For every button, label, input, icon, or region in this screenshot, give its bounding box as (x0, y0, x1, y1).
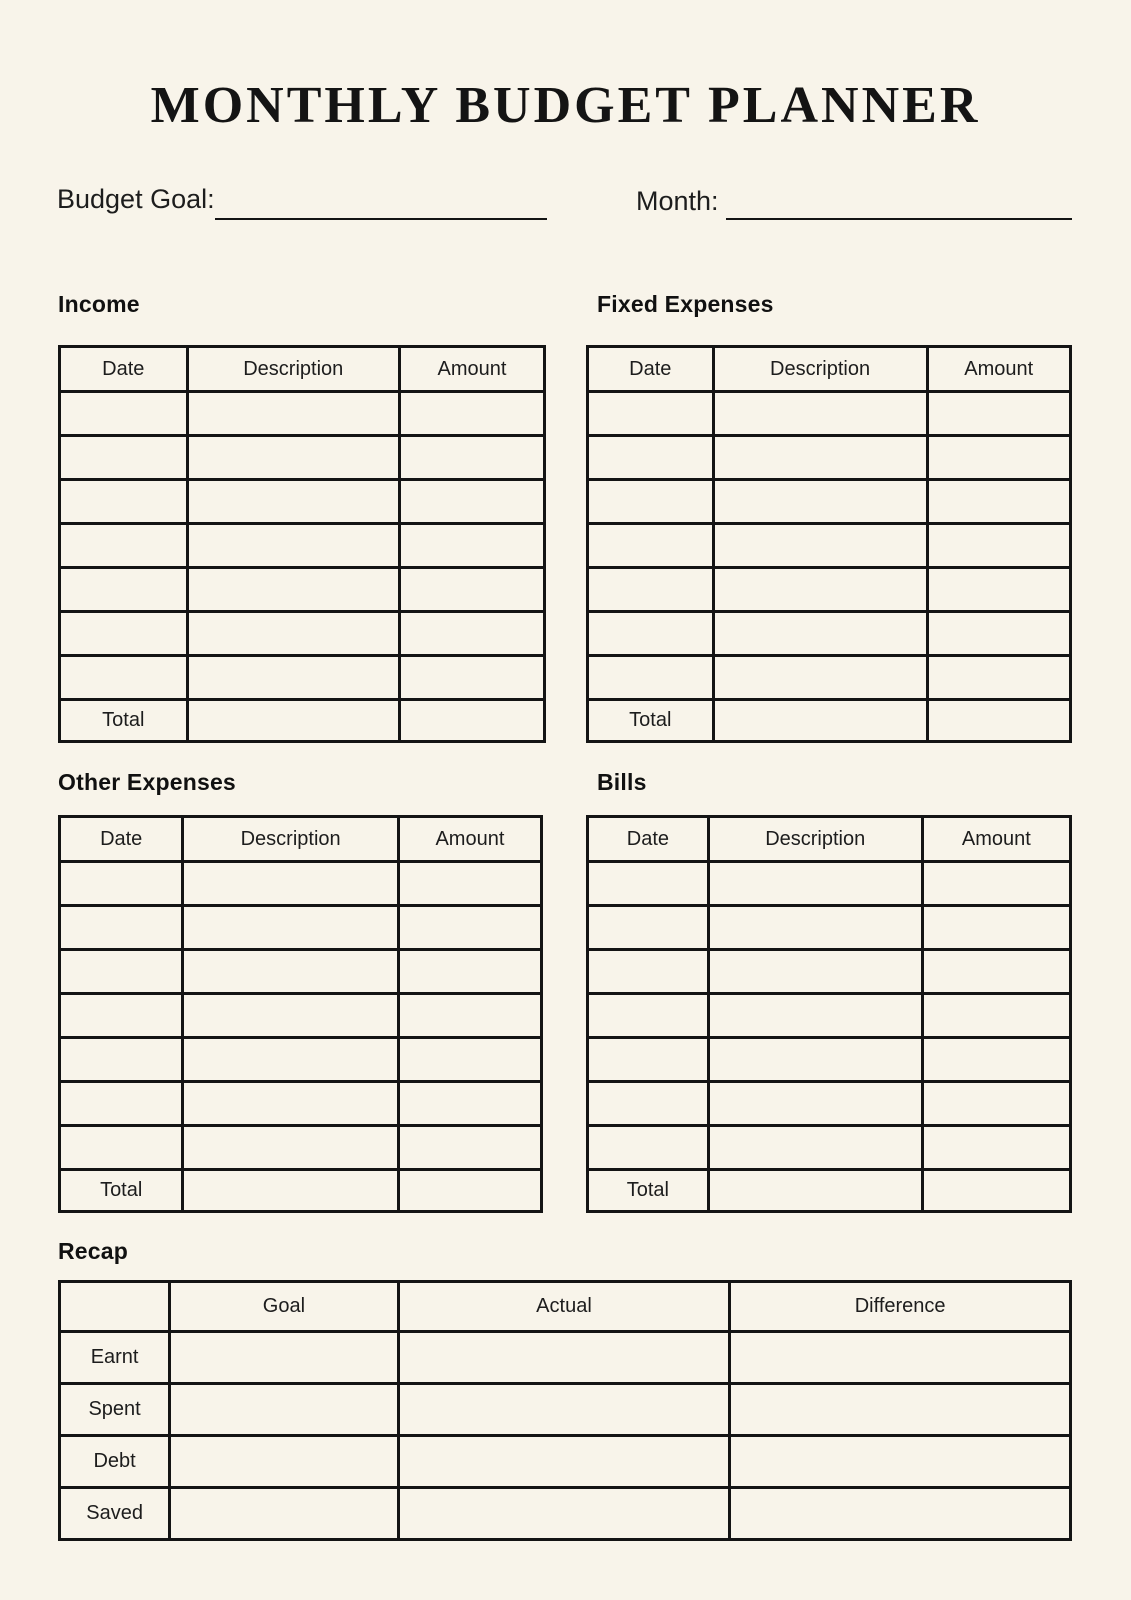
other-expenses-blank-row (60, 1082, 542, 1126)
income-col-date: Date (60, 347, 188, 392)
description-cell[interactable] (708, 1082, 922, 1126)
month-input-line[interactable] (726, 218, 1072, 220)
description-cell[interactable] (708, 1126, 922, 1170)
other-expenses-blank-row (60, 862, 542, 906)
amount-cell[interactable] (398, 1082, 541, 1126)
recap-col-blank (60, 1282, 170, 1332)
recap-label-spent: Spent (60, 1384, 170, 1436)
fixed-expenses-total-label: Total (588, 700, 714, 742)
recap-col-actual: Actual (398, 1282, 730, 1332)
income-heading: Income (58, 291, 140, 317)
other-expenses-total-amount-cell[interactable] (398, 1170, 541, 1212)
date-cell[interactable] (60, 568, 188, 612)
date-cell[interactable] (60, 862, 183, 906)
date-cell[interactable] (588, 392, 714, 436)
amount-cell[interactable] (927, 568, 1070, 612)
recap-table (58, 1280, 1072, 1541)
description-cell[interactable] (713, 480, 927, 524)
description-cell[interactable] (187, 656, 399, 700)
description-cell[interactable] (183, 1082, 398, 1126)
amount-cell[interactable] (927, 612, 1070, 656)
amount-cell[interactable] (927, 524, 1070, 568)
recap-row-debt (60, 1436, 1071, 1488)
date-cell[interactable] (60, 1126, 183, 1170)
bills-table (586, 815, 1072, 1213)
income-col-description: Description (187, 347, 399, 392)
bills-blank-row (588, 862, 1071, 906)
actual-cell[interactable] (398, 1436, 730, 1488)
recap-row-earnt (60, 1332, 1071, 1384)
amount-cell[interactable] (398, 906, 541, 950)
other-expenses-blank-row (60, 906, 542, 950)
other-expenses-blank-row (60, 994, 542, 1038)
date-cell[interactable] (588, 862, 709, 906)
recap-heading: Recap (58, 1238, 129, 1264)
actual-cell[interactable] (398, 1488, 730, 1540)
amount-cell[interactable] (399, 524, 544, 568)
date-cell[interactable] (60, 950, 183, 994)
amount-cell[interactable] (399, 436, 544, 480)
description-cell[interactable] (187, 436, 399, 480)
recap-col-difference: Difference (730, 1282, 1071, 1332)
month-label: Month: (636, 186, 719, 216)
income-total-row (60, 700, 545, 742)
date-cell[interactable] (588, 994, 709, 1038)
amount-cell[interactable] (399, 392, 544, 436)
recap-label-earnt: Earnt (60, 1332, 170, 1384)
description-cell[interactable] (708, 906, 922, 950)
amount-cell[interactable] (922, 1038, 1070, 1082)
description-cell[interactable] (187, 392, 399, 436)
difference-cell[interactable] (730, 1488, 1071, 1540)
description-cell[interactable] (713, 612, 927, 656)
fixed-expenses-blank-row (588, 568, 1071, 612)
description-cell[interactable] (713, 656, 927, 700)
income-col-amount: Amount (399, 347, 544, 392)
other-expenses-blank-row (60, 1038, 542, 1082)
goal-cell[interactable] (170, 1384, 398, 1436)
other-expenses-table (58, 815, 543, 1213)
bills-blank-row (588, 950, 1071, 994)
bills-blank-row (588, 994, 1071, 1038)
income-blank-row (60, 524, 545, 568)
fixed-expenses-total-amount-cell[interactable] (927, 700, 1070, 742)
description-cell[interactable] (183, 906, 398, 950)
description-cell[interactable] (713, 392, 927, 436)
goal-cell[interactable] (170, 1332, 398, 1384)
fixed-expenses-header-row (588, 347, 1071, 392)
description-cell[interactable] (183, 862, 398, 906)
date-cell[interactable] (588, 568, 714, 612)
description-cell[interactable] (708, 950, 922, 994)
income-table (58, 345, 546, 743)
other-expenses-total-label: Total (60, 1170, 183, 1212)
date-cell[interactable] (588, 656, 714, 700)
fixed-expenses-table (586, 345, 1072, 743)
fixed-expenses-total-row (588, 700, 1071, 742)
amount-cell[interactable] (922, 1082, 1070, 1126)
bills-header-row (588, 817, 1071, 862)
date-cell[interactable] (588, 906, 709, 950)
bills-section (586, 769, 1072, 1213)
description-cell[interactable] (713, 568, 927, 612)
goal-cell[interactable] (170, 1488, 398, 1540)
date-cell[interactable] (60, 994, 183, 1038)
other-expenses-col-description: Description (183, 817, 398, 862)
date-cell[interactable] (588, 436, 714, 480)
fixed-expenses-blank-row (588, 524, 1071, 568)
bills-total-row (588, 1170, 1071, 1212)
recap-label-debt: Debt (60, 1436, 170, 1488)
description-cell[interactable] (708, 994, 922, 1038)
actual-cell[interactable] (398, 1332, 730, 1384)
amount-cell[interactable] (922, 994, 1070, 1038)
date-cell[interactable] (588, 612, 714, 656)
other-expenses-blank-row (60, 950, 542, 994)
income-blank-row (60, 392, 545, 436)
bills-col-date: Date (588, 817, 709, 862)
income-blank-row (60, 612, 545, 656)
fixed-expenses-blank-row (588, 392, 1071, 436)
amount-cell[interactable] (922, 862, 1070, 906)
fixed-expenses-col-description: Description (713, 347, 927, 392)
other-expenses-section (58, 769, 543, 1213)
amount-cell[interactable] (927, 480, 1070, 524)
date-cell[interactable] (60, 1038, 183, 1082)
amount-cell[interactable] (927, 656, 1070, 700)
recap-row-spent (60, 1384, 1071, 1436)
other-expenses-blank-row (60, 1126, 542, 1170)
amount-cell[interactable] (922, 950, 1070, 994)
bills-blank-row (588, 1126, 1071, 1170)
income-total-amount-cell[interactable] (399, 700, 544, 742)
date-cell[interactable] (60, 656, 188, 700)
bills-col-amount: Amount (922, 817, 1070, 862)
income-blank-row (60, 568, 545, 612)
actual-cell[interactable] (398, 1384, 730, 1436)
amount-cell[interactable] (922, 906, 1070, 950)
date-cell[interactable] (60, 480, 188, 524)
description-cell[interactable] (187, 568, 399, 612)
date-cell[interactable] (588, 524, 714, 568)
amount-cell[interactable] (398, 1038, 541, 1082)
bills-heading: Bills (597, 769, 647, 795)
bills-total-description-cell[interactable] (708, 1170, 922, 1212)
bills-blank-row (588, 906, 1071, 950)
description-cell[interactable] (708, 862, 922, 906)
bills-total-amount-cell[interactable] (922, 1170, 1070, 1212)
amount-cell[interactable] (927, 436, 1070, 480)
goal-cell[interactable] (170, 1436, 398, 1488)
date-cell[interactable] (60, 524, 188, 568)
date-cell[interactable] (60, 436, 188, 480)
description-cell[interactable] (713, 524, 927, 568)
description-cell[interactable] (187, 524, 399, 568)
amount-cell[interactable] (399, 656, 544, 700)
fixed-expenses-col-amount: Amount (927, 347, 1070, 392)
fixed-expenses-section (586, 291, 1072, 743)
description-cell[interactable] (183, 994, 398, 1038)
description-cell[interactable] (187, 480, 399, 524)
date-cell[interactable] (588, 1126, 709, 1170)
budget-goal-input-line[interactable] (215, 218, 547, 220)
page-title: MONTHLY BUDGET PLANNER (150, 77, 981, 134)
fixed-expenses-heading: Fixed Expenses (597, 291, 774, 317)
date-cell[interactable] (60, 1082, 183, 1126)
date-cell[interactable] (588, 1082, 709, 1126)
budget-goal-label: Budget Goal: (57, 184, 215, 214)
difference-cell[interactable] (730, 1384, 1071, 1436)
recap-header-row (60, 1282, 1071, 1332)
difference-cell[interactable] (730, 1332, 1071, 1384)
amount-cell[interactable] (398, 994, 541, 1038)
difference-cell[interactable] (730, 1436, 1071, 1488)
bills-blank-row (588, 1038, 1071, 1082)
amount-cell[interactable] (922, 1126, 1070, 1170)
amount-cell[interactable] (399, 612, 544, 656)
other-expenses-heading: Other Expenses (58, 769, 236, 795)
other-expenses-header-row (60, 817, 542, 862)
income-section (58, 291, 546, 743)
recap-label-saved: Saved (60, 1488, 170, 1540)
other-expenses-total-description-cell[interactable] (183, 1170, 398, 1212)
description-cell[interactable] (187, 612, 399, 656)
amount-cell[interactable] (927, 392, 1070, 436)
income-blank-row (60, 480, 545, 524)
income-blank-row (60, 656, 545, 700)
bills-total-label: Total (588, 1170, 709, 1212)
recap-section (58, 1238, 1072, 1541)
date-cell[interactable] (60, 906, 183, 950)
income-total-label: Total (60, 700, 188, 742)
fixed-expenses-col-date: Date (588, 347, 714, 392)
fixed-expenses-blank-row (588, 436, 1071, 480)
income-header-row (60, 347, 545, 392)
bills-blank-row (588, 1082, 1071, 1126)
recap-col-goal: Goal (170, 1282, 398, 1332)
description-cell[interactable] (713, 436, 927, 480)
amount-cell[interactable] (398, 1126, 541, 1170)
amount-cell[interactable] (398, 950, 541, 994)
fixed-expenses-blank-row (588, 480, 1071, 524)
other-expenses-col-date: Date (60, 817, 183, 862)
date-cell[interactable] (60, 612, 188, 656)
other-expenses-total-row (60, 1170, 542, 1212)
amount-cell[interactable] (399, 480, 544, 524)
description-cell[interactable] (183, 1126, 398, 1170)
recap-row-saved (60, 1488, 1071, 1540)
date-cell[interactable] (588, 480, 714, 524)
bills-col-description: Description (708, 817, 922, 862)
date-cell[interactable] (588, 1038, 709, 1082)
fixed-expenses-total-description-cell[interactable] (713, 700, 927, 742)
amount-cell[interactable] (399, 568, 544, 612)
date-cell[interactable] (588, 950, 709, 994)
income-total-description-cell[interactable] (187, 700, 399, 742)
description-cell[interactable] (708, 1038, 922, 1082)
date-cell[interactable] (60, 392, 188, 436)
fixed-expenses-blank-row (588, 612, 1071, 656)
description-cell[interactable] (183, 1038, 398, 1082)
fixed-expenses-blank-row (588, 656, 1071, 700)
income-blank-row (60, 436, 545, 480)
description-cell[interactable] (183, 950, 398, 994)
amount-cell[interactable] (398, 862, 541, 906)
other-expenses-col-amount: Amount (398, 817, 541, 862)
